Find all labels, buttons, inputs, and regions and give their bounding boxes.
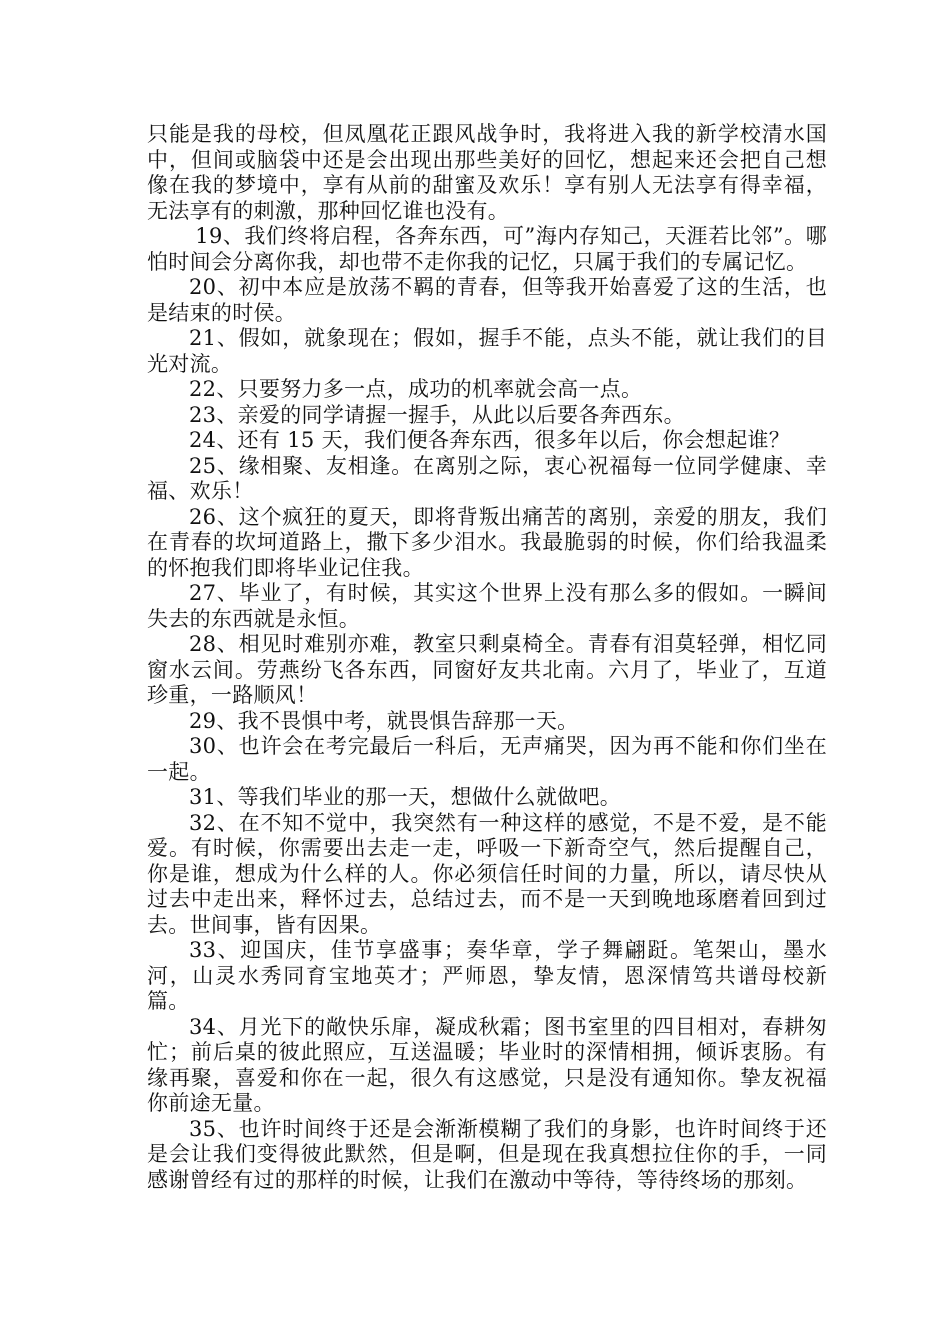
paragraph: 19、我们终将启程，各奔东西，可”海内存知己，天涯若比邻”。哪怕时间会分离你我，却也带不走你我的记忆，只属于我们的专属记忆。	[147, 224, 827, 274]
paragraph: 21、假如，就象现在；假如，握手不能，点头不能，就让我们的目光对流。	[147, 326, 827, 376]
paragraph: 35、也许时间终于还是会渐渐模糊了我们的身影，也许时间终于还是会让我们变得彼此默然，但是啊，但是现在我真想拉住你的手，一同感谢曾经有过的那样的时候，让我们在激动中等待，等待终场的那刻。	[147, 1116, 827, 1192]
paragraph: 26、这个疯狂的夏天，即将背叛出痛苦的离别，亲爱的朋友，我们在青春的坎坷道路上，撒下多少泪水。我最脆弱的时候，你们给我温柔的怀抱我们即将毕业记住我。	[147, 504, 827, 580]
paragraph: 30、也许会在考完最后一科后，无声痛哭，因为再不能和你们坐在一起。	[147, 734, 827, 784]
paragraph: 32、在不知不觉中，我突然有一种这样的感觉，不是不爱，是不能爱。有时候，你需要出去走一走，呼吸一下新奇空气，然后提醒自己，你是谁，想成为什么样的人。你必须信任时间的力量，所以，请尽快从过去中走出来，释怀过去，总结过去，而不是一天到晚地琢磨着回到过去。世间事，皆有因果。	[147, 810, 827, 937]
paragraph: 24、还有 15 天，我们便各奔东西，很多年以后，你会想起谁？	[189, 428, 791, 452]
paragraph: 27、毕业了，有时候，其实这个世界上没有那么多的假如。一瞬间失去的东西就是永恒。	[147, 581, 827, 631]
paragraph: 22、只要努力多一点，成功的机率就会高一点。	[189, 377, 643, 401]
paragraph: 33、迎国庆，佳节享盛事；奏华章，学子舞翩跹。笔架山，墨水河，山灵水秀同育宝地英才；严师恩，挚友情，恩深情笃共谱母校新篇。	[147, 938, 827, 1013]
paragraph: 25、缘相聚、友相逢。在离别之际，衷心祝福每一位同学健康、幸福、欢乐！	[147, 453, 827, 503]
paragraph: 28、相见时难别亦难，教室只剩桌椅全。青春有泪莫轻弹，相忆同窗水云间。劳燕纷飞各东西，同窗好友共北南。六月了，毕业了，互道珍重，一路顺风！	[147, 632, 827, 707]
paragraph: 23、亲爱的同学请握一握手，从此以后要各奔西东。	[189, 402, 685, 427]
paragraph: 29、我不畏惧中考，就畏惧告辞那一天。	[189, 708, 579, 733]
paragraph: 31、等我们毕业的那一天，想做什么就做吧。	[189, 785, 622, 809]
paragraph: 20、初中本应是放荡不羁的青春，但等我开始喜爱了这的生活，也是结束的时侯。	[147, 275, 827, 325]
document-page	[147, 122, 827, 1193]
paragraph: 34、月光下的敞快乐扉，凝成秋霜；图书室里的四目相对，春耕匆忙；前后桌的彼此照应，互送温暖；毕业时的深情相拥，倾诉衷肠。有缘再聚，喜爱和你在一起，很久有这感觉，只是没有通知你。挚友祝福你前途无量。	[147, 1014, 827, 1115]
paragraph: 只能是我的母校，但凤凰花正跟风战争时，我将进入我的新学校清水国中，但间或脑袋中还是会出现出那些美好的回忆，想起来还会把自己想像在我的梦境中，享有从前的甜蜜及欢乐！享有别人无法享有得幸福，无法享有的刺激，那种回忆谁也没有。	[147, 122, 827, 223]
